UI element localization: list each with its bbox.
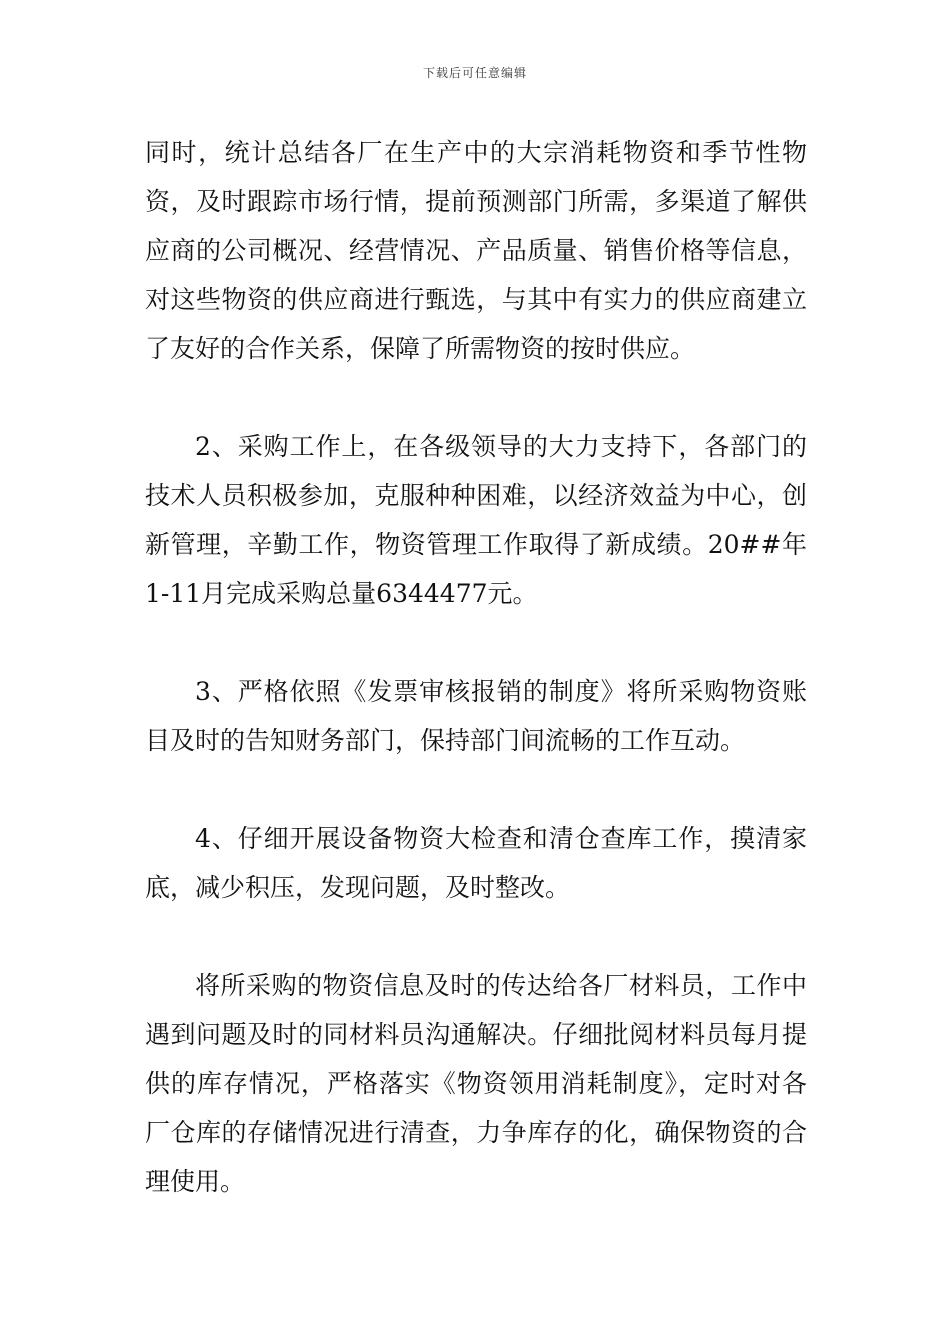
paragraph-3: 3、严格依照《发票审核报销的制度》将所采购物资账目及时的告知财务部门，保持部门间流畅的工作互动。 (145, 677, 807, 755)
paragraph-1: 同时，统计总结各厂在生产中的大宗消耗物资和季节性物资，及时跟踪市场行情，提前预测部门所需，多渠道了解供应商的公司概况、经营情况、产品质量、销售价格等信息，对这些物资的供应商进行甄选，与其中有实力的供应商建立了友好的合作关系，保障了所需物资的按时供应。 (145, 138, 807, 363)
page-header: 下载后可任意编辑 (422, 66, 527, 80)
paragraph-4: 4、仔细开展设备物资大检查和清仓查库工作，摸清家底，减少积压，发现问题，及时整改。 (145, 824, 807, 902)
paragraph-2: 2、采购工作上，在各级领导的大力支持下，各部门的技术人员积极参加，克服种种困难，以经济效益为中心，创新管理，辛勤工作，物资管理工作取得了新成绩。20##年1-11月完成采购总量6344477元。 (145, 432, 807, 608)
document-body (145, 128, 807, 1206)
paragraph-5: 将所采购的物资信息及时的传达给各厂材料员，工作中遇到问题及时的同材料员沟通解决。仔细批阅材料员每月提供的库存情况，严格落实《物资领用消耗制度》，定时对各厂仓库的存储情况进行清查，力争库存的化，确保物资的合理使用。 (145, 971, 807, 1196)
